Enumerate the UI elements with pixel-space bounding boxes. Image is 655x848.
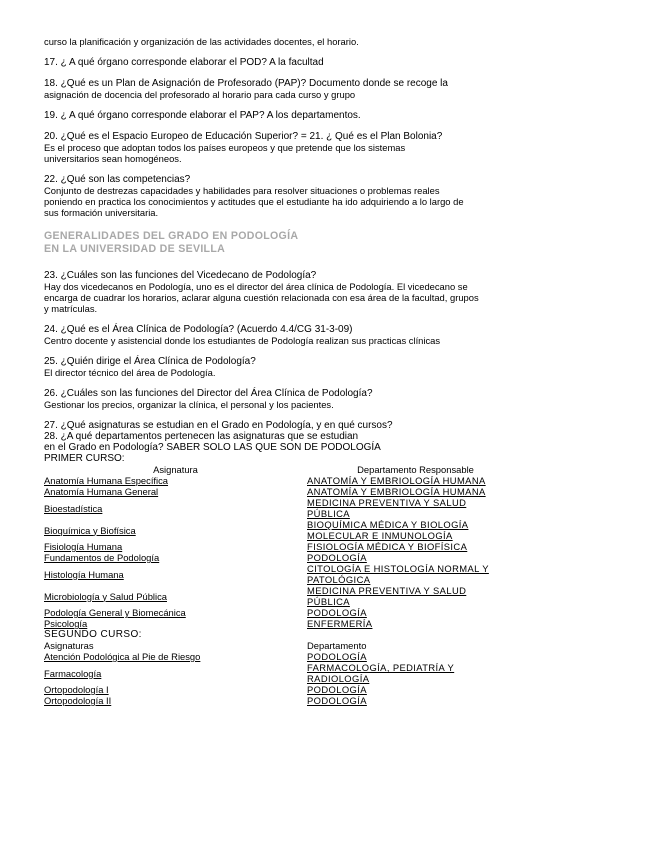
subject-cell [44, 651, 307, 662]
department-name: ENFERMERÍA [307, 618, 373, 629]
question-18-title: 18. ¿Qué es un Plan de Asignación de Profesorado (PAP)? Documento donde se recoge la [44, 78, 448, 89]
department-name: ANATOMÍA Y EMBRIOLOGÍA HUMANA [307, 486, 486, 497]
question-26-answer: Gestionar los precios, organizar la clínica, el personal y los pacientes. [44, 399, 334, 410]
question-24 [44, 324, 614, 346]
question-20-answer-line-1: Es el proceso que adoptan todos los países europeos y que pretende que los sistemas [44, 142, 406, 153]
section-heading-line-2: EN LA UNIVERSIDAD DE SEVILLA [44, 243, 226, 255]
subject-cell [44, 607, 307, 618]
department-name: MEDICINA PREVENTIVA Y SALUD [307, 585, 467, 596]
subject-name: Histología Humana [44, 568, 124, 580]
intro-line: curso la planificación y organización de las actividades docentes, el horario. [44, 36, 359, 47]
subject-cell [44, 695, 307, 706]
department-name: FISIOLOGÍA MÉDICA Y BIOFÍSICA [307, 541, 468, 552]
section-heading [44, 230, 614, 256]
questions-27-28 [44, 420, 614, 464]
table-row [44, 475, 524, 486]
subject-cell [44, 563, 307, 585]
department-name: PÚBLICA [307, 596, 350, 607]
department-name: PODOLOGÍA [307, 684, 367, 695]
table-header [44, 464, 524, 475]
table-row [44, 662, 524, 684]
question-22-answer-line-3: sus formación universitaria. [44, 207, 159, 218]
table-row [44, 541, 524, 552]
table-row [44, 585, 524, 607]
department-name: MOLECULAR E INMUNOLOGÍA [307, 530, 453, 541]
table-row [44, 651, 524, 662]
question-25-title: 25. ¿Quién dirige el Área Clínica de Podología? [44, 356, 256, 367]
question-20-answer-line-2: universitarios sean homogéneos. [44, 153, 182, 164]
primer-curso-label: PRIMER CURSO: [44, 453, 125, 464]
subject-name: Anatomía Humana General [44, 486, 159, 497]
table-row [44, 607, 524, 618]
document-page [44, 36, 614, 706]
question-23 [44, 270, 614, 314]
department-cell [307, 607, 524, 618]
second-year-table [44, 640, 524, 706]
subject-cell [44, 552, 307, 563]
department-cell [307, 552, 524, 563]
subject-name: Bioquímica y Biofísica [44, 524, 136, 536]
department-name: CITOLOGÍA E HISTOLOGÍA NORMAL Y [307, 563, 489, 574]
subject-name: Ortopodología I [44, 684, 109, 695]
subject-name: Fundamentos de Podología [44, 552, 160, 563]
subject-name: Fisiología Humana [44, 541, 123, 552]
question-23-answer-line-3: y matrículas. [44, 303, 98, 314]
department-name: MEDICINA PREVENTIVA Y SALUD [307, 497, 467, 508]
column-header-departamento: Departamento Responsable [357, 464, 474, 475]
table-header [44, 640, 524, 651]
table-row [44, 695, 524, 706]
question-23-title: 23. ¿Cuáles son las funciones del Vicedecano de Podología? [44, 270, 317, 281]
department-cell [307, 651, 524, 662]
department-cell [307, 662, 524, 684]
question-17: 17. ¿ A qué órgano corresponde elaborar el POD? A la facultad [44, 57, 324, 68]
column-header-departamento: Departamento [307, 640, 367, 651]
subject-name: Anatomía Humana Específica [44, 475, 169, 486]
department-cell [307, 497, 524, 519]
question-20-title: 20. ¿Qué es el Espacio Europeo de Educación Superior? = 21. ¿ Qué es el Plan Bolonia? [44, 131, 443, 142]
question-26-title: 26. ¿Cuáles son las funciones del Director del Área Clínica de Podología? [44, 388, 373, 399]
subject-name: Ortopodología II [44, 695, 112, 706]
question-24-answer: Centro docente y asistencial donde los estudiantes de Podología realizan sus practicas clínicas [44, 335, 441, 346]
question-20 [44, 131, 614, 164]
department-name: PATOLÓGICA [307, 574, 371, 585]
department-cell [307, 618, 524, 629]
department-name: BIOQUÍMICA MÉDICA Y BIOLOGÍA [307, 519, 469, 530]
question-18-answer: asignación de docencia del profesorado al horario para cada curso y grupo [44, 89, 356, 100]
subject-cell [44, 497, 307, 519]
first-year-table [44, 464, 524, 629]
question-23-answer-line-2: encarga de cuadrar los horarios, aclarar alguna cuestión relacionada con esa área de la facultad, grupos [44, 292, 479, 303]
subject-cell [44, 486, 307, 497]
question-22-answer-line-1: Conjunto de destrezas capacidades y habilidades para resolver situaciones o problemas reales [44, 185, 440, 196]
subject-cell [44, 585, 307, 607]
department-cell [307, 585, 524, 607]
department-cell [307, 475, 524, 486]
subject-name: Psicología [44, 618, 88, 629]
subject-cell [44, 662, 307, 684]
department-name: PODOLOGÍA [307, 552, 367, 563]
department-name: PODOLOGÍA [307, 651, 367, 662]
subject-cell [44, 684, 307, 695]
department-cell [307, 541, 524, 552]
question-24-title: 24. ¿Qué es el Área Clínica de Podología? (Acuerdo 4.4/CG 31-3-09) [44, 324, 353, 335]
table-row [44, 618, 524, 629]
department-name: PODOLOGÍA [307, 607, 367, 618]
department-name: ANATOMÍA Y EMBRIOLOGÍA HUMANA [307, 475, 486, 486]
question-26 [44, 388, 614, 410]
department-cell [307, 519, 524, 541]
department-cell [307, 684, 524, 695]
question-27: 27. ¿Qué asignaturas se estudian en el Grado en Podología, y en qué cursos? [44, 420, 393, 431]
question-19: 19. ¿ A qué órgano corresponde elaborar el PAP? A los departamentos. [44, 110, 361, 121]
department-cell [307, 486, 524, 497]
column-header-asignaturas: Asignaturas [44, 640, 94, 651]
question-22-title: 22. ¿Qué son las competencias? [44, 174, 191, 185]
department-name: PÚBLICA [307, 508, 350, 519]
segundo-curso-label: SEGUNDO CURSO: [44, 629, 142, 640]
question-28-line-1: 28. ¿A qué departamentos pertenecen las asignaturas que se estudian [44, 431, 359, 442]
department-name: PODOLOGÍA [307, 695, 367, 706]
subject-name: Microbiología y Salud Pública [44, 590, 167, 602]
question-25-answer: El director técnico del área de Podología. [44, 367, 216, 378]
question-22-answer-line-2: poniendo en practica los conocimientos y actitudes que el estudiante ha ido adquiriendo a lo largo de [44, 196, 464, 207]
subject-name: Podología General y Biomecánica [44, 607, 186, 618]
subject-cell [44, 541, 307, 552]
subject-name: Farmacología [44, 667, 102, 679]
question-28-line-2: en el Grado en Podología? SABER SOLO LAS QUE SON DE PODOLOGÍA [44, 442, 381, 453]
department-cell [307, 563, 524, 585]
subject-name: Bioestadística [44, 502, 103, 514]
table-row [44, 684, 524, 695]
table-row [44, 519, 524, 541]
table-row [44, 552, 524, 563]
question-25 [44, 356, 614, 378]
table-row [44, 563, 524, 585]
question-23-answer-line-1: Hay dos vicedecanos en Podología, uno es el director del área clínica de Podología. El vicedecano se [44, 281, 468, 292]
subject-cell [44, 519, 307, 541]
department-cell [307, 695, 524, 706]
section-heading-line-1: GENERALIDADES DEL GRADO EN PODOLOGÍA [44, 230, 299, 242]
subject-cell [44, 618, 307, 629]
department-name: FARMACOLOGÍA, PEDIATRÍA Y [307, 662, 455, 673]
table-row [44, 497, 524, 519]
table-row [44, 486, 524, 497]
question-22 [44, 174, 614, 218]
question-18 [44, 78, 614, 100]
subject-cell [44, 475, 307, 486]
department-name: RADIOLOGÍA [307, 673, 370, 684]
subject-name: Atención Podológica al Pie de Riesgo [44, 651, 201, 662]
column-header-asignatura: Asignatura [153, 464, 198, 475]
